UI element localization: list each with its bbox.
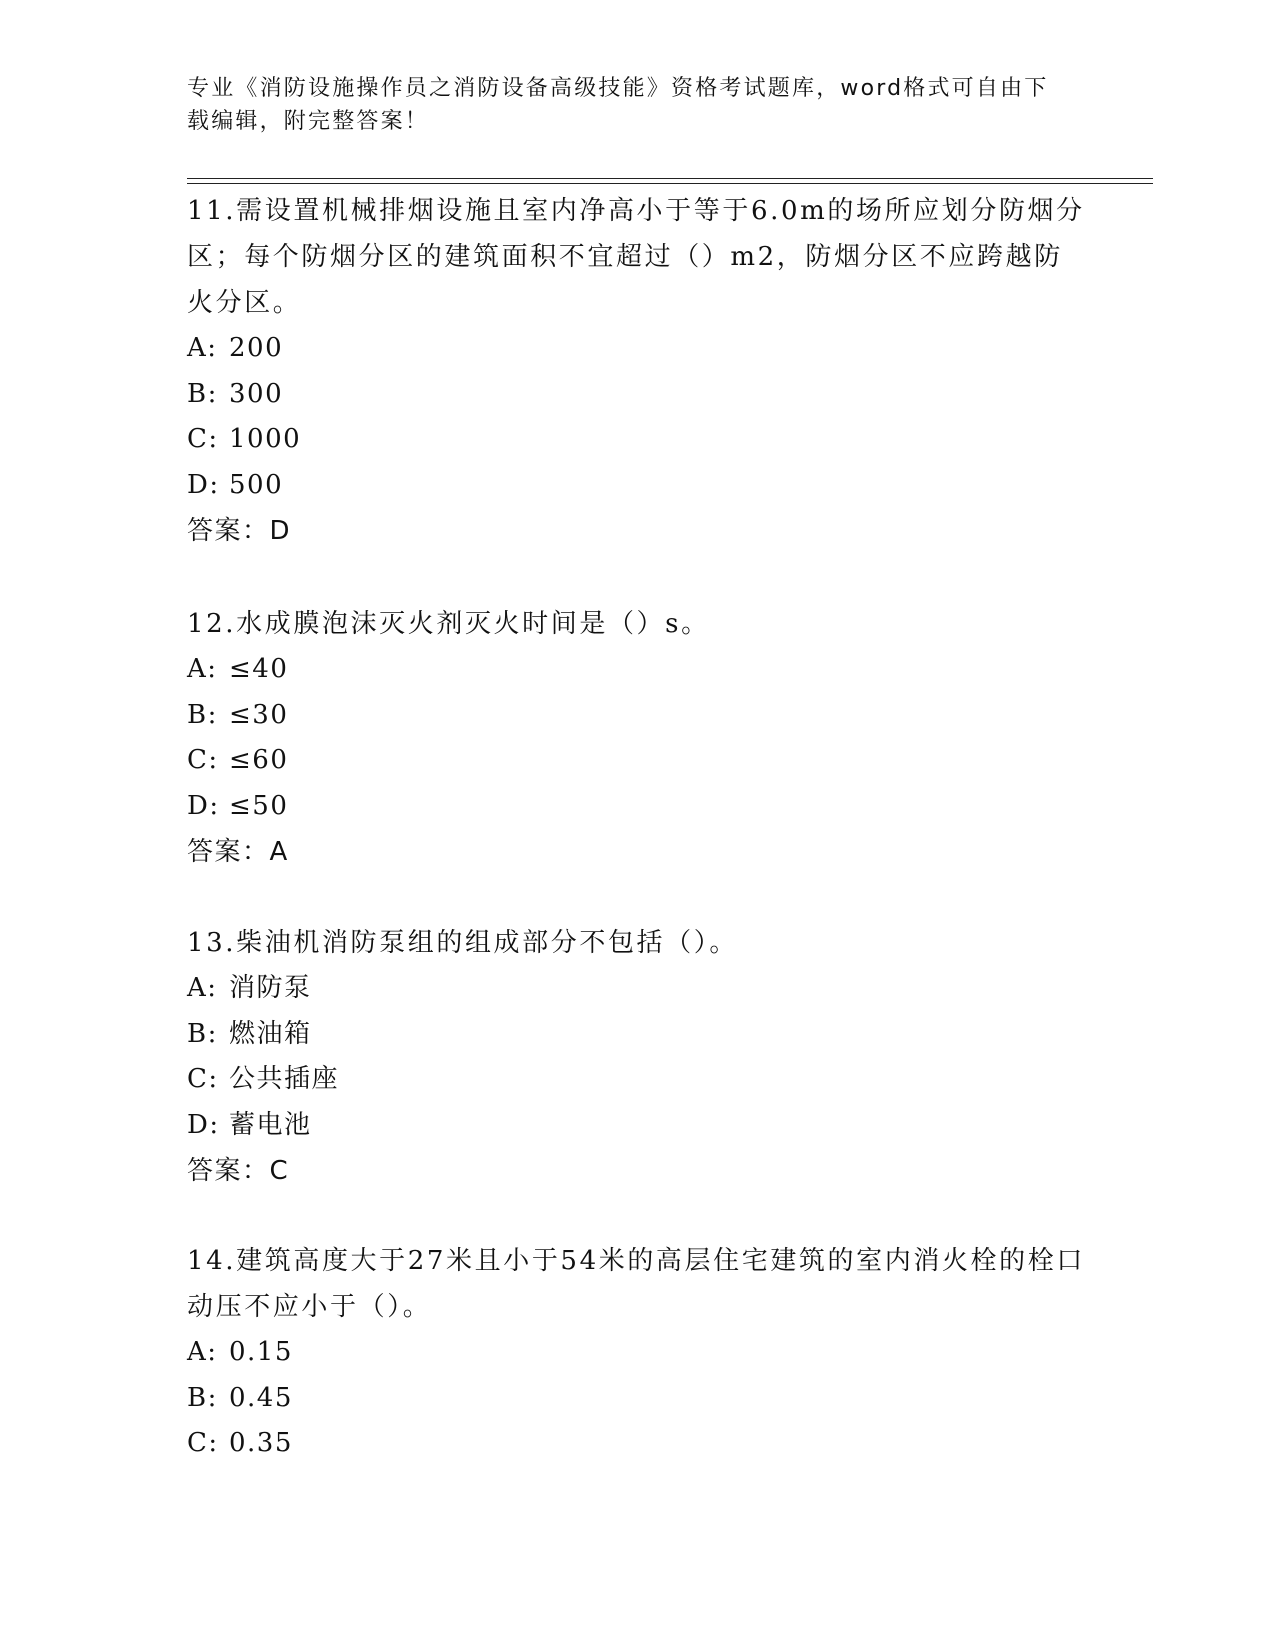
option-letter: C:: [187, 1064, 219, 1094]
question-stem: 13.柴油机消防泵组的组成部分不包括（）。: [187, 928, 738, 958]
option-letter: D:: [187, 1109, 220, 1140]
option-letter: B:: [187, 1018, 218, 1049]
question-stem: 12.水成膜泡沫灭火剂灭火时间是（）s。: [187, 609, 710, 639]
option-letter: B:: [187, 699, 218, 730]
option-b: [187, 372, 1087, 418]
option-c: [187, 417, 1087, 463]
answer-line: 答案：A: [187, 837, 289, 867]
option-b: [187, 693, 1087, 739]
option-text: ≤60: [229, 745, 289, 775]
option-a: [187, 1330, 1087, 1376]
option-d: [187, 1103, 1087, 1149]
option-letter: C:: [187, 424, 219, 454]
option-text: 蓄电池: [229, 1109, 312, 1140]
question-14: [187, 1238, 1087, 1467]
option-text: 消防泵: [229, 973, 312, 1003]
option-text: 0.35: [229, 1428, 293, 1458]
header-divider-top: [187, 178, 1153, 179]
option-letter: B:: [187, 378, 218, 409]
option-b: [187, 1012, 1087, 1058]
option-c: [187, 1421, 1087, 1467]
option-letter: A:: [187, 333, 218, 363]
answer-line: 答案：C: [187, 1156, 290, 1186]
document-header: 专业《消防设施操作员之消防设备高级技能》资格考试题库，word格式可自由下载编辑，附完整答案！: [187, 76, 1049, 134]
option-text: 公共插座: [229, 1064, 340, 1094]
option-text: ≤40: [229, 654, 289, 684]
option-text: ≤50: [229, 790, 289, 821]
question-stem: 11.需设置机械排烟设施且室内净高小于等于6.0m的场所应划分防烟分区；每个防烟分区的建筑面积不宜超过（）m2，防烟分区不应跨越防火分区。: [187, 196, 1085, 318]
option-letter: B:: [187, 1382, 218, 1413]
option-a: [187, 647, 1087, 693]
option-letter: C:: [187, 745, 219, 775]
question-stem: 14.建筑高度大于27米且小于54米的高层住宅建筑的室内消火栓的栓口动压不应小于（）。: [187, 1246, 1085, 1322]
option-letter: C:: [187, 1428, 219, 1458]
option-text: 300: [229, 378, 284, 409]
option-letter: D:: [187, 790, 220, 821]
option-letter: A:: [187, 1337, 218, 1367]
option-text: 0.15: [229, 1337, 293, 1367]
question-13: [187, 920, 1087, 1194]
option-text: ≤30: [229, 699, 289, 730]
option-d: [187, 784, 1087, 830]
option-letter: A:: [187, 654, 218, 684]
question-11: [187, 188, 1087, 554]
option-b: [187, 1376, 1087, 1422]
option-letter: D:: [187, 469, 220, 500]
option-d: [187, 463, 1087, 509]
question-12: [187, 601, 1087, 875]
option-text: 燃油箱: [229, 1018, 312, 1049]
answer-line: 答案：D: [187, 516, 292, 546]
option-text: 500: [229, 469, 284, 500]
option-c: [187, 1057, 1087, 1103]
option-a: [187, 966, 1087, 1012]
option-text: 0.45: [229, 1382, 293, 1413]
option-letter: A:: [187, 973, 218, 1003]
option-c: [187, 738, 1087, 784]
option-text: 200: [229, 333, 284, 363]
option-a: [187, 326, 1087, 372]
option-text: 1000: [229, 424, 302, 454]
header-divider-bottom: [187, 183, 1153, 184]
